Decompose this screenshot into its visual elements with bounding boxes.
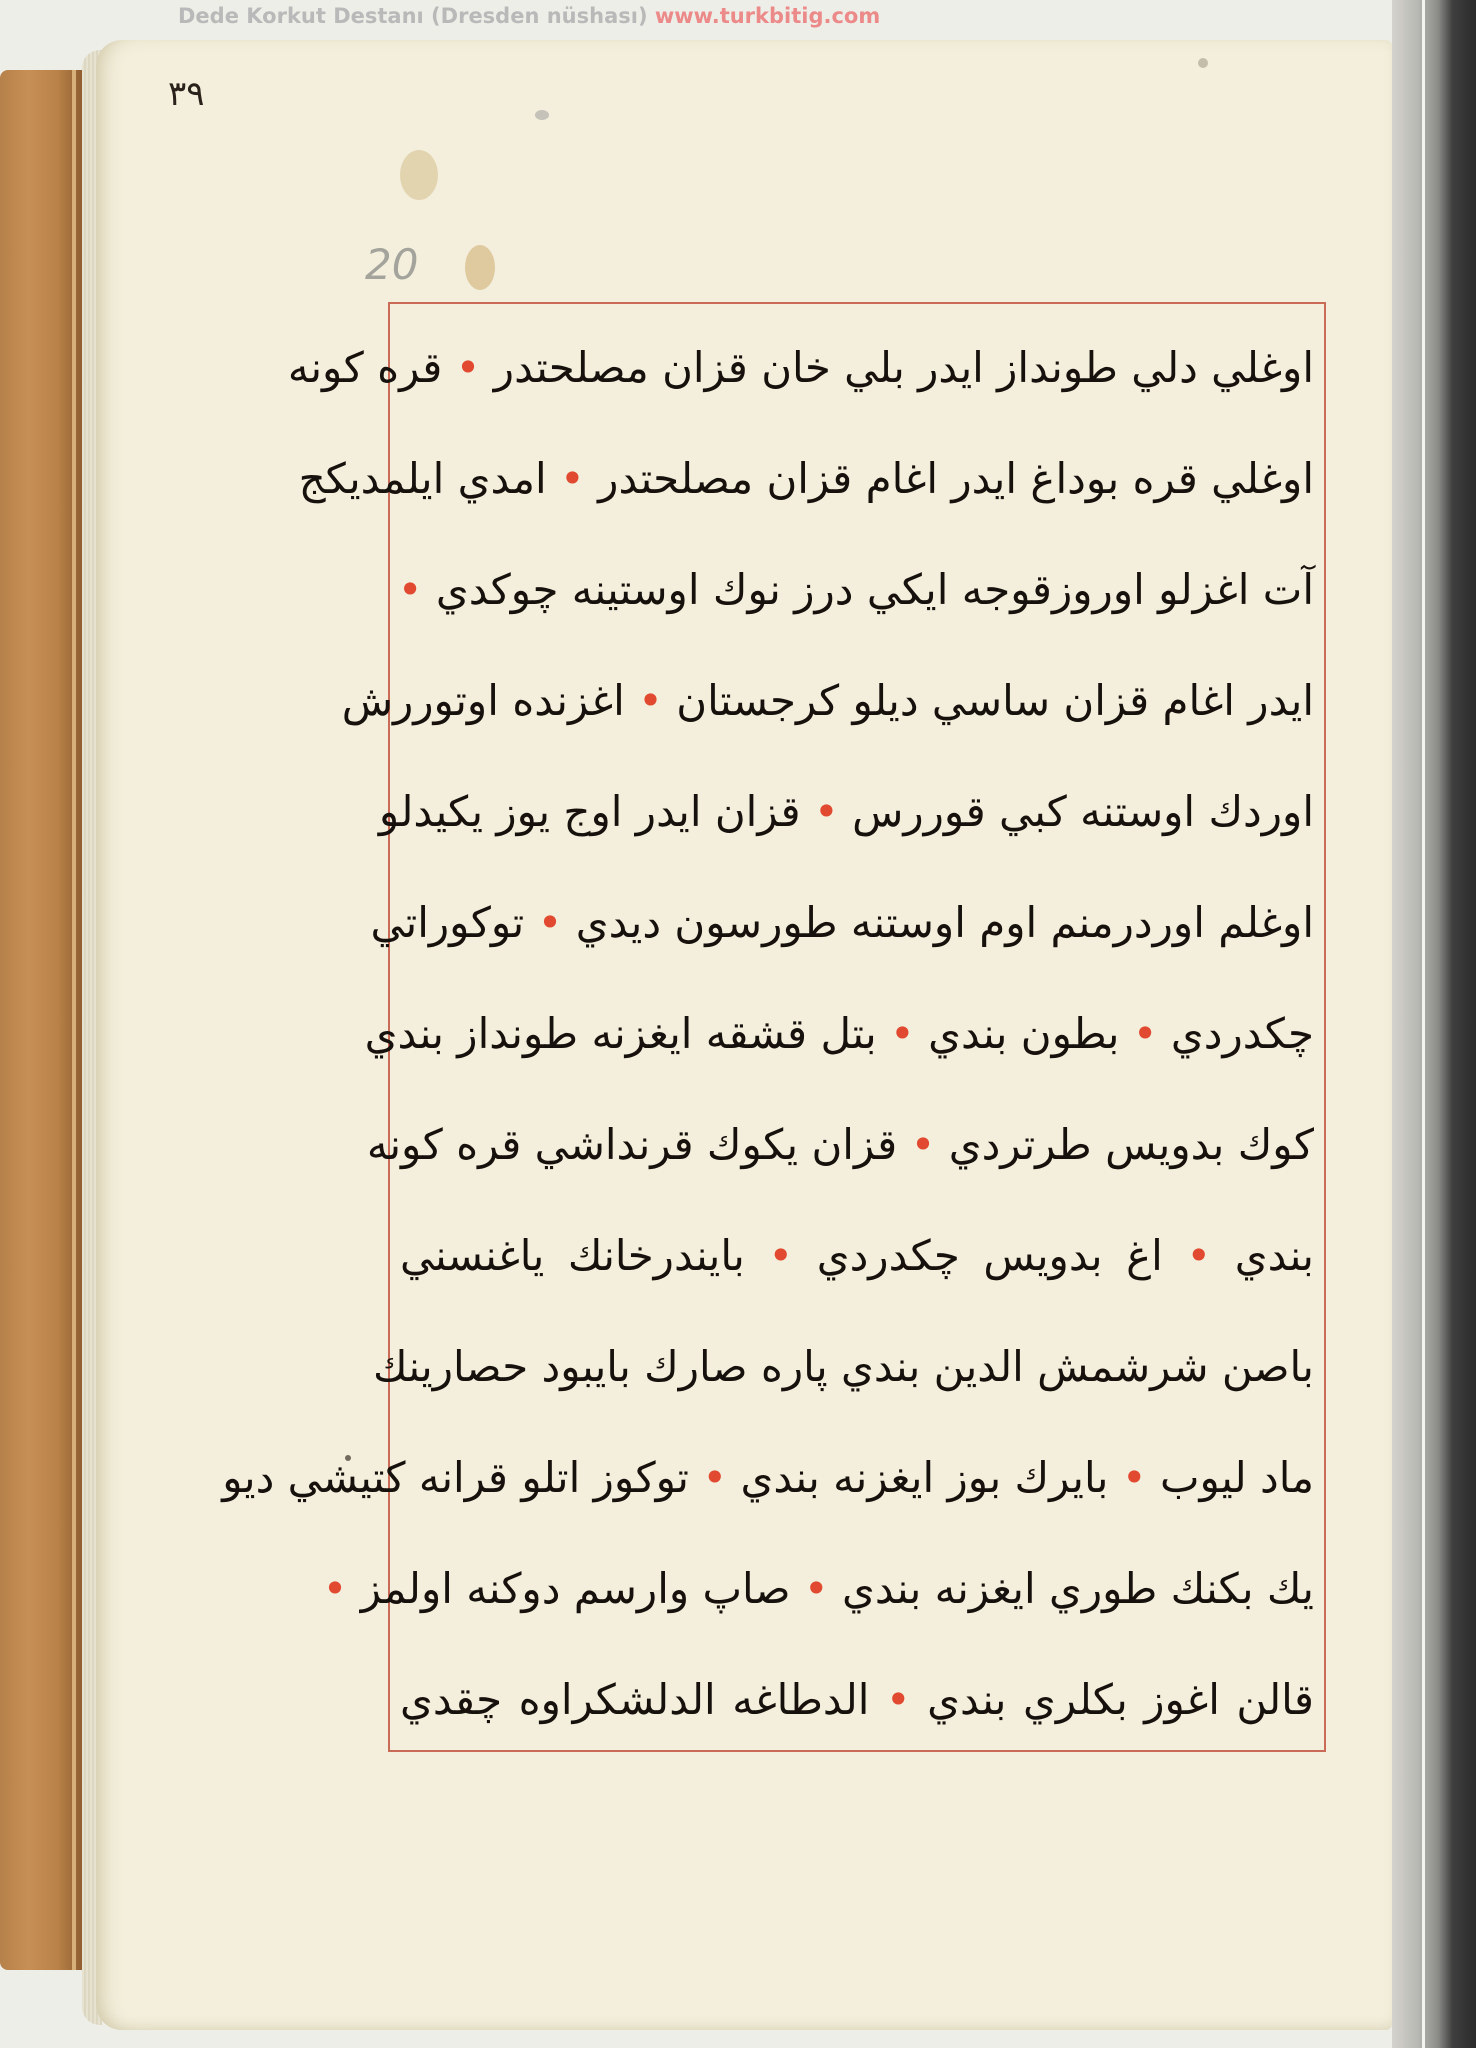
book-gutter (1392, 0, 1476, 2048)
rubric-dot: • (1121, 1453, 1147, 1502)
manuscript-line: يك بكنك طوري ايغزنه بندي • صاپ وارسم دوكنه اولمز • (322, 1564, 1314, 1613)
manuscript-line: آت اغزلو اوروزقوجه ايكي درز نوك اوستينه چوكدي • (397, 565, 1314, 614)
rubric-dot: • (397, 565, 423, 614)
manuscript-line: اوغلي قره بوداغ ايدر اغام قزان مصلحتدر • امدي ايلمديكج (298, 454, 1314, 503)
rubric-dot: • (1132, 1009, 1158, 1058)
rubric-dot: • (889, 1009, 915, 1058)
rubric-dot: • (322, 1564, 348, 1613)
pencil-folio-number: 20 (365, 240, 419, 289)
manuscript-line: قالن اغوز بكلري بندي • الدطاغه الدلشكراوه چقدي (400, 1675, 1314, 1724)
manuscript-text-block (222, 312, 1314, 1742)
manuscript-line: بندي • اغ بدويس چكدردي • بايندرخانك ياغنسني (400, 1231, 1314, 1280)
paper-stain (1198, 58, 1208, 68)
rubric-dot: • (910, 1120, 936, 1169)
rubric-dot: • (455, 343, 481, 392)
paper-stain (465, 245, 495, 290)
manuscript-line: چكدردي • بطون بندي • بتل قشقه ايغزنه طونداز بندي (364, 1009, 1314, 1058)
paper-stain (400, 150, 438, 200)
rubric-dot: • (1186, 1231, 1212, 1280)
source-site-link[interactable]: www.turkbitig.com (654, 4, 881, 28)
paper-stain (535, 110, 549, 120)
manuscript-title: Dede Korkut Destanı (Dresden nüshası) (178, 4, 648, 28)
book-cover-edge (0, 70, 82, 1970)
manuscript-line: ايدر اغام قزان ساسي ديلو كرجستان • اغزنده اوتوررش (341, 676, 1314, 725)
manuscript-line: اوغلم اوردرمنم اوم اوستنه طورسون ديدي • توكوراتي (370, 898, 1314, 947)
header-banner (178, 4, 880, 28)
rubric-dot: • (885, 1675, 911, 1724)
manuscript-line: ماد ليوب • بايرك بوز ايغزنه بندي • توكوز اتلو قرانه كتيشي ديو (222, 1453, 1314, 1502)
rubric-dot: • (560, 454, 585, 503)
rubric-dot: • (537, 898, 563, 947)
rubric-dot: • (702, 1453, 728, 1502)
rubric-dot: • (803, 1564, 829, 1613)
manuscript-line: اوردك اوستنه كبي قوررس • قزان ايدر اوج يوز يكيدلو (378, 787, 1314, 836)
rubric-dot: • (638, 676, 663, 725)
manuscript-line: باصن شرشمش الدين بندي پاره صارك بايبود حصارينك (372, 1342, 1314, 1391)
rubric-dot: • (813, 787, 839, 836)
rubric-dot: • (768, 1231, 794, 1280)
manuscript-line: اوغلي دلي طونداز ايدر بلي خان قزان مصلحتدر • قره كونه (287, 343, 1314, 392)
folio-number: ٣٩ (168, 74, 205, 114)
manuscript-line: كوك بدويس طرتردي • قزان يكوك قرنداشي قره كونه (366, 1120, 1314, 1169)
